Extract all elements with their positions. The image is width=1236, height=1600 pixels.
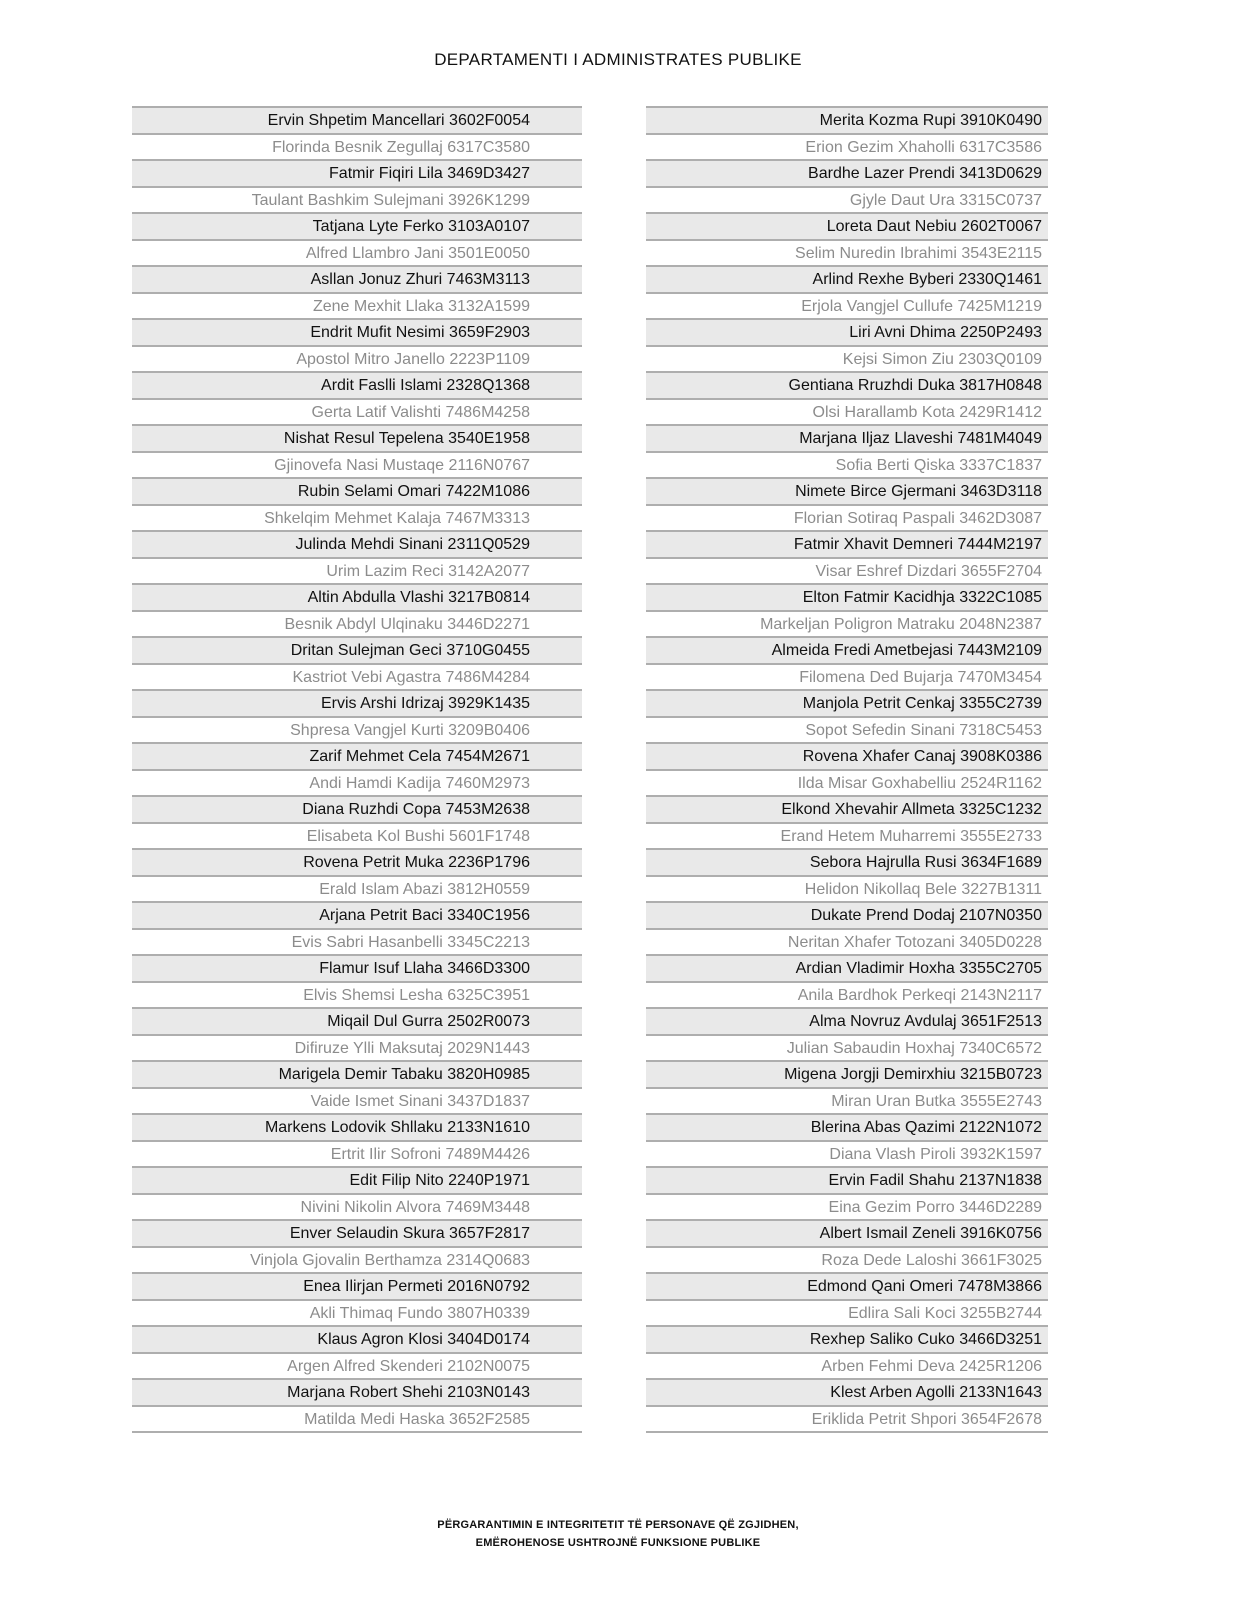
list-item: Marjana Iljaz Llaveshi 7481M4049 [646,424,1048,451]
list-item: Sofia Berti Qiska 3337C1837 [646,451,1048,478]
list-item: Shpresa Vangjel Kurti 3209B0406 [132,716,582,743]
list-item: Zene Mexhit Llaka 3132A1599 [132,292,582,319]
list-item: Ertrit Ilir Sofroni 7489M4426 [132,1140,582,1167]
list-item: Erjola Vangjel Cullufe 7425M1219 [646,292,1048,319]
list-item: Matilda Medi Haska 3652F2585 [132,1405,582,1432]
list-item: Marjana Robert Shehi 2103N0143 [132,1378,582,1405]
list-item: Diana Ruzhdi Copa 7453M2638 [132,795,582,822]
list-item: Sebora Hajrulla Rusi 3634F1689 [646,848,1048,875]
list-item: Ilda Misar Goxhabelliu 2524R1162 [646,769,1048,796]
list-item: Taulant Bashkim Sulejmani 3926K1299 [132,186,582,213]
list-item: Erion Gezim Xhaholli 6317C3586 [646,133,1048,160]
list-item: Fatmir Xhavit Demneri 7444M2197 [646,530,1048,557]
list-item: Ardian Vladimir Hoxha 3355C2705 [646,954,1048,981]
list-item: Rovena Xhafer Canaj 3908K0386 [646,742,1048,769]
list-item: Edlira Sali Koci 3255B2744 [646,1299,1048,1326]
list-item: Eriklida Petrit Shpori 3654F2678 [646,1405,1048,1432]
list-item: Marigela Demir Tabaku 3820H0985 [132,1060,582,1087]
list-item: Apostol Mitro Janello 2223P1109 [132,345,582,372]
list-item: Elton Fatmir Kacidhja 3322C1085 [646,583,1048,610]
list-item: Flamur Isuf Llaha 3466D3300 [132,954,582,981]
list-item: Evis Sabri Hasanbelli 3345C2213 [132,928,582,955]
list-item: Arjana Petrit Baci 3340C1956 [132,901,582,928]
footer-line-1: PËRGARANTIMIN E INTEGRITETIT TË PERSONAVE QË ZGJIDHEN, [437,1519,799,1531]
list-item: Albert Ismail Zeneli 3916K0756 [646,1219,1048,1246]
list-item: Andi Hamdi Kadija 7460M2973 [132,769,582,796]
list-item: Julian Sabaudin Hoxhaj 7340C6572 [646,1034,1048,1061]
list-item: Nishat Resul Tepelena 3540E1958 [132,424,582,451]
list-item: Endrit Mufit Nesimi 3659F2903 [132,318,582,345]
list-item: Arben Fehmi Deva 2425R1206 [646,1352,1048,1379]
list-item: Neritan Xhafer Totozani 3405D0228 [646,928,1048,955]
list-item: Kastriot Vebi Agastra 7486M4284 [132,663,582,690]
list-item: Dritan Sulejman Geci 3710G0455 [132,636,582,663]
list-item: Miran Uran Butka 3555E2743 [646,1087,1048,1114]
list-item: Sopot Sefedin Sinani 7318C5453 [646,716,1048,743]
list-item: Nivini Nikolin Alvora 7469M3448 [132,1193,582,1220]
list-item: Julinda Mehdi Sinani 2311Q0529 [132,530,582,557]
list-item: Migena Jorgji Demirxhiu 3215B0723 [646,1060,1048,1087]
list-item: Eina Gezim Porro 3446D2289 [646,1193,1048,1220]
list-item: Alfred Llambro Jani 3501E0050 [132,239,582,266]
list-item: Florinda Besnik Zegullaj 6317C3580 [132,133,582,160]
list-item: Urim Lazim Reci 3142A2077 [132,557,582,584]
list-item: Kejsi Simon Ziu 2303Q0109 [646,345,1048,372]
list-item: Zarif Mehmet Cela 7454M2671 [132,742,582,769]
list-item: Klest Arben Agolli 2133N1643 [646,1378,1048,1405]
list-item: Liri Avni Dhima 2250P2493 [646,318,1048,345]
list-item: Rovena Petrit Muka 2236P1796 [132,848,582,875]
footer [0,1516,1236,1552]
list-item: Difiruze Ylli Maksutaj 2029N1443 [132,1034,582,1061]
list-item: Bardhe Lazer Prendi 3413D0629 [646,159,1048,186]
list-item: Ardit Faslli Islami 2328Q1368 [132,371,582,398]
list-item: Vaide Ismet Sinani 3437D1837 [132,1087,582,1114]
list-item: Gjyle Daut Ura 3315C0737 [646,186,1048,213]
right-name-list [646,106,1048,1433]
list-item: Vinjola Gjovalin Berthamza 2314Q0683 [132,1246,582,1273]
list-item: Enea Ilirjan Permeti 2016N0792 [132,1272,582,1299]
list-item: Elvis Shemsi Lesha 6325C3951 [132,981,582,1008]
list-item: Selim Nuredin Ibrahimi 3543E2115 [646,239,1048,266]
list-item: Ervin Fadil Shahu 2137N1838 [646,1166,1048,1193]
list-item: Dukate Prend Dodaj 2107N0350 [646,901,1048,928]
list-item: Visar Eshref Dizdari 3655F2704 [646,557,1048,584]
list-item: Enver Selaudin Skura 3657F2817 [132,1219,582,1246]
list-item: Merita Kozma Rupi 3910K0490 [646,106,1048,133]
list-item: Anila Bardhok Perkeqi 2143N2117 [646,981,1048,1008]
list-item: Markeljan Poligron Matraku 2048N2387 [646,610,1048,637]
list-item: Shkelqim Mehmet Kalaja 7467M3313 [132,504,582,531]
list-item: Helidon Nikollaq Bele 3227B1311 [646,875,1048,902]
list-item: Akli Thimaq Fundo 3807H0339 [132,1299,582,1326]
footer-line-2: EMËROHENOSE USHTROJNË FUNKSIONE PUBLIKE [475,1537,761,1549]
list-item: Blerina Abas Qazimi 2122N1072 [646,1113,1048,1140]
list-item: Manjola Petrit Cenkaj 3355C2739 [646,689,1048,716]
list-item: Filomena Ded Bujarja 7470M3454 [646,663,1048,690]
list-item: Diana Vlash Piroli 3932K1597 [646,1140,1048,1167]
list-item: Besnik Abdyl Ulqinaku 3446D2271 [132,610,582,637]
list-item: Fatmir Fiqiri Lila 3469D3427 [132,159,582,186]
list-item: Markens Lodovik Shllaku 2133N1610 [132,1113,582,1140]
list-item: Elkond Xhevahir Allmeta 3325C1232 [646,795,1048,822]
list-item: Gentiana Rruzhdi Duka 3817H0848 [646,371,1048,398]
list-item: Asllan Jonuz Zhuri 7463M3113 [132,265,582,292]
list-item: Elisabeta Kol Bushi 5601F1748 [132,822,582,849]
list-item: Almeida Fredi Ametbejasi 7443M2109 [646,636,1048,663]
list-item: Argen Alfred Skenderi 2102N0075 [132,1352,582,1379]
list-item: Erand Hetem Muharremi 3555E2733 [646,822,1048,849]
list-item: Rubin Selami Omari 7422M1086 [132,477,582,504]
list-item: Olsi Harallamb Kota 2429R1412 [646,398,1048,425]
list-item: Loreta Daut Nebiu 2602T0067 [646,212,1048,239]
left-name-list [132,106,582,1433]
list-item: Nimete Birce Gjermani 3463D3118 [646,477,1048,504]
list-item: Alma Novruz Avdulaj 3651F2513 [646,1007,1048,1034]
list-item: Miqail Dul Gurra 2502R0073 [132,1007,582,1034]
list-item: Tatjana Lyte Ferko 3103A0107 [132,212,582,239]
list-item: Florian Sotiraq Paspali 3462D3087 [646,504,1048,531]
list-item: Gjinovefa Nasi Mustaqe 2116N0767 [132,451,582,478]
list-item: Ervis Arshi Idrizaj 3929K1435 [132,689,582,716]
list-item: Erald Islam Abazi 3812H0559 [132,875,582,902]
page-title: DEPARTAMENTI I ADMINISTRATES PUBLIKE [434,50,802,69]
list-item: Ervin Shpetim Mancellari 3602F0054 [132,106,582,133]
list-item: Arlind Rexhe Byberi 2330Q1461 [646,265,1048,292]
list-item: Roza Dede Laloshi 3661F3025 [646,1246,1048,1273]
list-item: Edmond Qani Omeri 7478M3866 [646,1272,1048,1299]
list-item: Klaus Agron Klosi 3404D0174 [132,1325,582,1352]
list-item: Rexhep Saliko Cuko 3466D3251 [646,1325,1048,1352]
list-item: Gerta Latif Valishti 7486M4258 [132,398,582,425]
list-item: Altin Abdulla Vlashi 3217B0814 [132,583,582,610]
list-item: Edit Filip Nito 2240P1971 [132,1166,582,1193]
